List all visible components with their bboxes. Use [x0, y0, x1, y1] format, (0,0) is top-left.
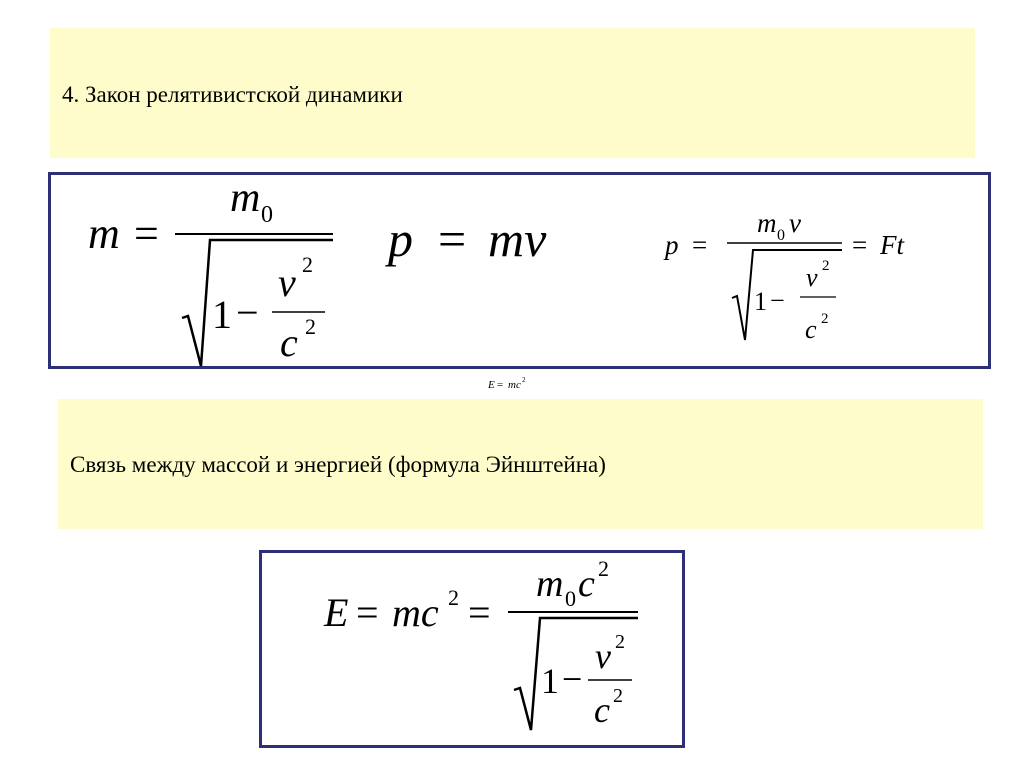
mf-c-exp: 2	[821, 311, 829, 327]
energy-mc-exp: 2	[448, 585, 459, 610]
mass-minus: −	[236, 290, 259, 335]
energy-mc: mc	[392, 590, 439, 635]
energy-num-base: m	[536, 563, 564, 605]
energy-num-c: c	[578, 563, 595, 605]
mf-num-sub: 0	[777, 227, 785, 244]
energy-num-exp: 2	[598, 556, 609, 581]
energy-equals-2: =	[468, 590, 491, 635]
mf-minus: −	[770, 286, 785, 315]
momentum-p: p	[388, 211, 413, 267]
mass-equals: =	[134, 209, 159, 258]
mass-num-base: m	[230, 175, 261, 221]
mf-equals-2: =	[852, 230, 868, 260]
energy-small-exp: 2	[522, 376, 526, 384]
energy-v: v	[595, 636, 611, 676]
mf-rhs: Ft	[880, 230, 904, 260]
mass-one: 1	[212, 292, 232, 337]
energy-one: 1	[541, 661, 559, 701]
energy-lhs: E	[324, 590, 349, 635]
energy-v-exp: 2	[615, 631, 625, 653]
einstein-energy-formula	[323, 556, 638, 730]
mf-equals: =	[692, 230, 708, 260]
mf-num-base: m	[757, 208, 777, 238]
mass-c-exp: 2	[305, 314, 316, 339]
mf-p: p	[665, 230, 679, 260]
mf-v: v	[806, 263, 818, 292]
mf-num-v: v	[789, 208, 801, 238]
momentum-rhs: mv	[488, 211, 547, 267]
slide-title: 4. Закон релятивистской динамики	[62, 82, 403, 107]
mass-lhs: m	[88, 209, 120, 258]
mf-one: 1	[754, 287, 767, 316]
slide-subtitle: Связь между массой и энергией (формула Эйнштейна)	[70, 452, 606, 477]
energy-small-equals: =	[497, 379, 504, 391]
energy-num-sub: 0	[565, 586, 576, 611]
energy-small-lhs: E	[488, 379, 495, 391]
energy-small-rhs: mc	[508, 379, 521, 391]
mass-c: c	[280, 320, 298, 365]
mass-num-sub: 0	[261, 202, 273, 228]
mf-c: c	[805, 315, 817, 344]
momentum-equals: =	[438, 211, 467, 267]
mass-v: v	[278, 260, 296, 305]
energy-equals: =	[356, 590, 379, 635]
energy-c: c	[594, 690, 610, 730]
energy-c-exp: 2	[613, 685, 623, 707]
mass-v-exp: 2	[302, 252, 313, 277]
mf-v-exp: 2	[822, 258, 830, 274]
energy-minus: −	[562, 659, 583, 699]
